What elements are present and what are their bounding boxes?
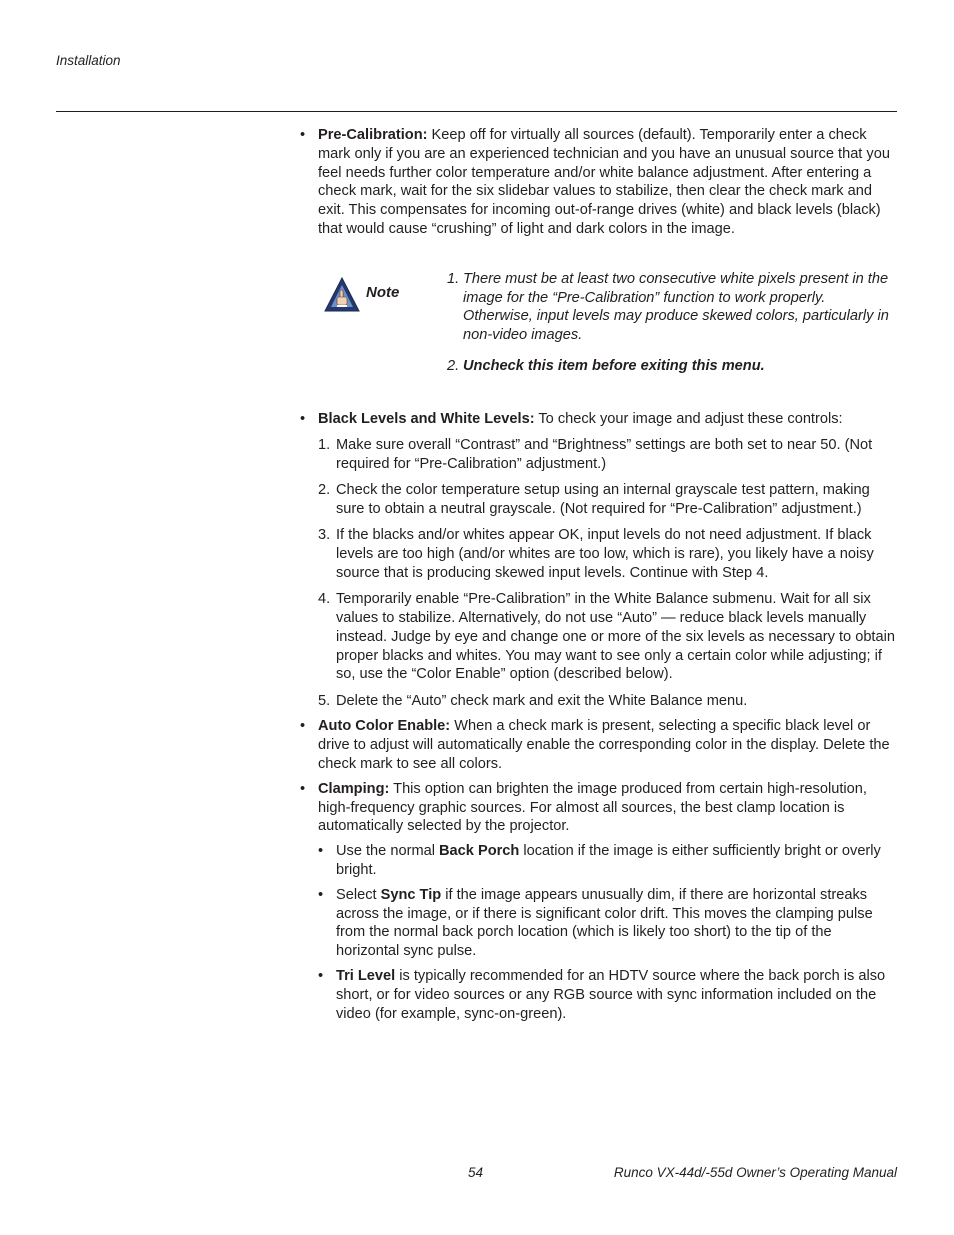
pre-calibration-text: Keep off for virtually all sources (default). Temporarily enter a check mark only if you are an experienced technician and you have an unusual source that you feel needs further color temperature and/or white balance adjustment. After entering a check mark, wait for the six slidebar values to stabilize, then clear the check mark and exit. This compensates for incoming out-of-range drives (white) and black levels (black) that would cause “crushing” of light and dark colors in the image.: [318, 127, 890, 237]
step-text: If the blacks and/or whites appear OK, input levels do not need adjustment. If black levels are too high (and/or whites are too low, which is rare), you likely have a noisy source that is producing skewed input levels. Continue with Step 4.: [336, 527, 874, 581]
note-label: Note: [366, 283, 400, 301]
note-item-text: There must be at least two consecutive white pixels present in the image for the “Pre-Calibration” function to work properly. Otherwise, input levels may produce skewed colors, particularly in non-video images.: [463, 270, 889, 344]
step-text: Check the color temperature setup using an internal grayscale test pattern, making sure to obtain a neutral grayscale. (Not required for “Pre-Calibration” adjustment.): [336, 482, 870, 517]
manual-title: Runco VX-44d/-55d Owner’s Operating Manual: [613, 1165, 897, 1180]
list-item: [318, 436, 897, 474]
step-number: 2.: [318, 482, 331, 499]
option-text: if the image appears unusually dim, if there are horizontal streaks across the image, or if there is significant color drift. This moves the clamping pulse from the normal back porch location (which is likely too short) to the tip of the horizontal sync pulse.: [336, 886, 873, 960]
note-item-text: Uncheck this item before exiting this menu.: [463, 357, 765, 374]
bullet-icon: •: [300, 127, 306, 143]
list-item: [318, 692, 897, 711]
running-header: Installation: [56, 53, 121, 68]
step-text: Delete the “Auto” check mark and exit the White Balance menu.: [336, 692, 748, 709]
bullet-icon: •: [318, 843, 324, 860]
note-item: [447, 270, 895, 345]
option-text: location if the image is either sufficiently bright or overly bright.: [336, 843, 881, 879]
option-text: is typically recommended for an HDTV source where the back porch is also short, or for video sources or any RGB source with sync information included on the video (for example, sync-on-green).: [336, 968, 886, 1022]
note-box: [300, 270, 897, 410]
clamping-option-tri-level: [318, 967, 897, 1023]
bullet-icon: •: [318, 886, 324, 903]
clamping-text: This option can brighten the image produced from certain high-resolution, high-frequency graphic sources. For almost all sources, the best clamp location is automatically selected by the projector.: [318, 780, 867, 835]
bullet-icon: •: [300, 718, 306, 735]
option-text: Use the normal: [336, 843, 440, 860]
note-item-number: 1.: [447, 270, 460, 287]
option-name: Sync Tip: [380, 886, 442, 903]
warning-hand-icon: [324, 277, 360, 313]
list-item: [318, 590, 897, 684]
page-number: 54: [468, 1165, 484, 1180]
step-number: 4.: [318, 591, 331, 608]
list-item: [318, 481, 897, 519]
black-white-levels-item: [300, 410, 897, 429]
note-item: [447, 357, 895, 376]
step-number: 1.: [318, 437, 331, 454]
note-item-number: 2.: [447, 357, 460, 374]
option-name: Tri Level: [336, 968, 396, 984]
main-content: [300, 126, 897, 1023]
bullet-icon: •: [300, 780, 306, 797]
clamping-item: [300, 780, 897, 836]
step-number: 5.: [318, 692, 331, 709]
pre-calibration-item: [300, 126, 897, 239]
auto-color-enable-item: [300, 717, 897, 773]
note-body: [447, 270, 895, 376]
auto-color-enable-title: Auto Color Enable:: [318, 718, 451, 735]
black-white-levels-text: To check your image and adjust these controls:: [534, 410, 843, 427]
black-white-levels-title: Black Levels and White Levels:: [318, 410, 535, 427]
clamping-title: Clamping:: [318, 780, 390, 797]
list-item: [318, 526, 897, 582]
step-text: Make sure overall “Contrast” and “Brightness” settings are both set to near 50. (Not required for “Pre-Calibration” adjustment.): [336, 437, 873, 472]
auto-color-enable-text: When a check mark is present, selecting a specific black level or drive to adjust will automatically enable the corresponding color in the display. Delete the check mark to see all colors.: [318, 718, 890, 773]
bullet-icon: •: [318, 968, 324, 984]
option-name: Back Porch: [439, 843, 520, 860]
step-number: 3.: [318, 527, 331, 544]
adjustment-steps: [300, 436, 897, 710]
clamping-option-back-porch: [318, 842, 897, 880]
step-text: Temporarily enable “Pre-Calibration” in the White Balance submenu. Wait for all six values to stabilize. Alternatively, do not use “Auto” — reduce black levels manually instead. Judge by eye and change one or more of the six levels as necessary to obtain proper blacks and whites. You may want to see only a certain color while adjusting; if so, use the “Color Enable” option (described below).: [336, 591, 895, 683]
bullet-icon: •: [300, 410, 306, 427]
pre-calibration-title: Pre-Calibration:: [318, 127, 428, 143]
clamping-option-sync-tip: [318, 886, 897, 961]
option-text: Select: [336, 886, 381, 903]
header-rule: [56, 111, 897, 112]
